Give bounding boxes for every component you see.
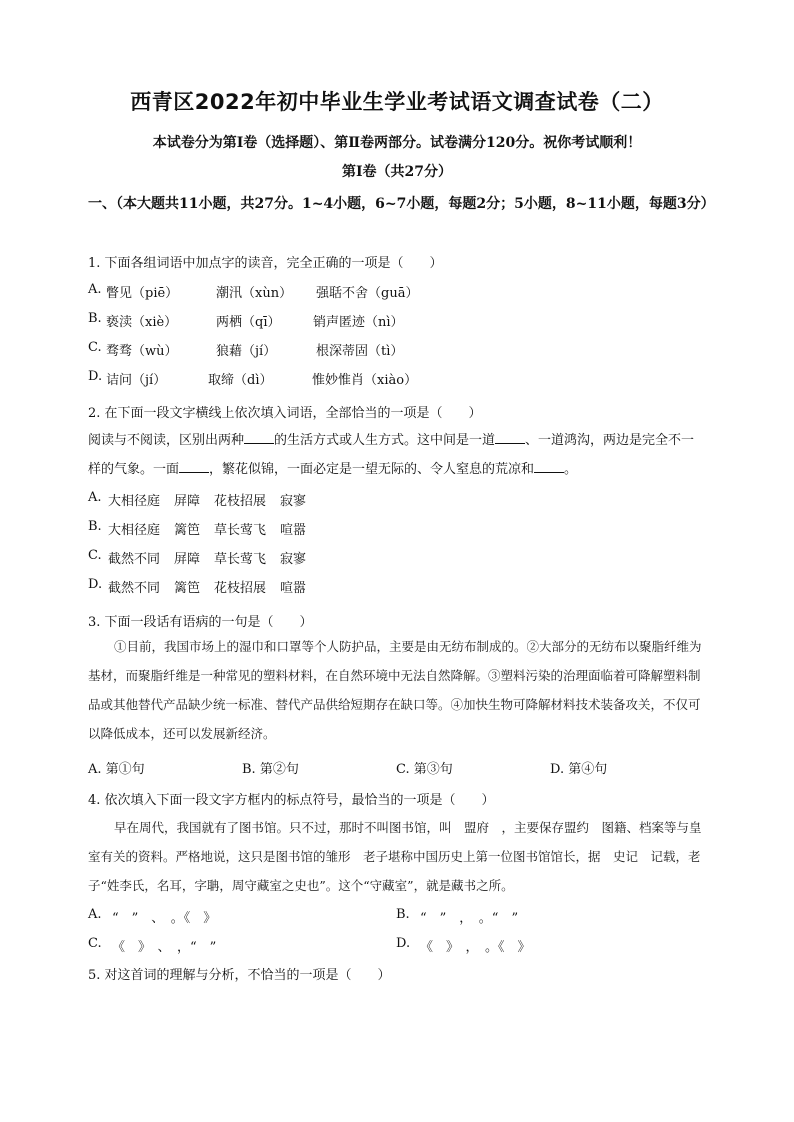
q1-option-item: 瞥见（piē） — [106, 286, 179, 301]
q3-stem: 3. 下面一段话有语病的一句是（ ） — [88, 615, 313, 630]
q2-option-item: 屏障 — [174, 552, 201, 567]
q2-option-item: 篱笆 — [174, 581, 201, 596]
q2-option-label: A. — [88, 490, 102, 505]
q2-option-item: 喧嚣 — [280, 581, 307, 596]
exam-instructions: 本试卷分为第Ⅰ卷（选择题）、第Ⅱ卷两部分。试卷满分120分。祝你考试顺利！ — [152, 135, 642, 151]
q4-option-marks: 《 》 ， 。《 》 — [420, 940, 531, 955]
answer-blank — [244, 431, 274, 444]
part-heading: 第Ⅰ卷（共27分） — [341, 164, 453, 180]
q4-option-marks: “ ” ， 。“ ” — [420, 911, 519, 926]
q1-option-item: 骛骛（wù） — [106, 344, 178, 359]
q1-option-item: 狼藉（jí） — [216, 344, 277, 359]
q2-option-item: 截然不同 — [108, 581, 161, 596]
q2-option-label: B. — [88, 519, 102, 534]
q1-option-item: 根深蒂固（tì） — [316, 344, 404, 359]
q2-stem: 2. 在下面一段文字横线上依次填入词语，全部恰当的一项是（ ） — [88, 406, 482, 421]
q2-option-label: D. — [88, 577, 103, 592]
q2-option-item: 寂寥 — [280, 552, 307, 567]
q4-passage: 早在周代，我国就有了图书馆。只不过，那时不叫图书馆，叫 盟府 ，主要保存盟约 图籍、档案等与皇室有关的资料。严格地说，这只是图书馆的雏形 老子堪称中国历史上第一位图书馆馆长，据 史记 记载，老子“姓李氏，名耳，字聃，周守藏室之史也”。这个“守藏室”，就是藏书之所。 — [88, 820, 702, 893]
q1-option-item: 潮汛（xùn） — [216, 286, 293, 301]
q2-option-item: 篱笆 — [174, 523, 201, 538]
q1-option-label: A. — [88, 282, 102, 297]
q4-option-label: D. — [396, 936, 411, 951]
q1-option-item: 亵渎（xiè） — [106, 315, 178, 330]
q1-stem: 1. 下面各组词语中加点字的读音，完全正确的一项是（ ） — [88, 256, 443, 271]
q1-option-item: 诘问（jí） — [106, 373, 167, 388]
q1-option-item: 强聒不舍（guā） — [316, 286, 419, 301]
q1-option-label: B. — [88, 311, 102, 326]
q2-option-item: 喧嚣 — [280, 523, 307, 538]
q1-option-item: 取缔（dì） — [208, 373, 273, 388]
q2-option-item: 大相径庭 — [108, 523, 161, 538]
q4-stem: 4. 依次填入下面一段文字方框内的标点符号，最恰当的一项是（ ） — [88, 793, 495, 808]
q1-option-item: 两栖（qī） — [216, 315, 281, 330]
q2-option-item: 花枝招展 — [214, 581, 267, 596]
q2-option-item: 草长莺飞 — [214, 552, 267, 567]
q2-option-item: 截然不同 — [108, 552, 161, 567]
q2-option-item: 草长莺飞 — [214, 523, 267, 538]
q2-passage: 阅读与不阅读，区别出两种 的生活方式或人生方式。这中间是一道 、一道鸿沟，两边是完全不一 样的气象。一面 ，繁花似锦，一面必定是一望无际的、令人窒息的荒凉和 。 — [88, 433, 695, 477]
q1-option-label: C. — [88, 340, 102, 355]
q4-option-marks: “ ” 、 。《 》 — [112, 911, 217, 926]
q2-option-item: 寂寥 — [280, 494, 307, 509]
q5-stem: 5. 对这首词的理解与分析，不恰当的一项是（ ） — [88, 968, 391, 983]
q1-option-item: 销声匿迹（nì） — [313, 315, 404, 330]
q4-option-label: B. — [396, 907, 410, 922]
q2-option-item: 大相径庭 — [108, 494, 161, 509]
q3-option: B. 第②句 — [242, 762, 299, 777]
answer-blank — [179, 460, 209, 473]
answer-blank — [495, 431, 525, 444]
q1-option-label: D. — [88, 369, 103, 384]
q1-option-item: 惟妙惟肖（xiào） — [312, 373, 418, 388]
q2-option-item: 屏障 — [174, 494, 201, 509]
q4-option-label: A. — [88, 907, 102, 922]
q4-option-marks: 《 》 、 ，“ ” — [112, 940, 217, 955]
q2-option-label: C. — [88, 548, 102, 563]
q3-passage: ①目前，我国市场上的湿巾和口罩等个人防护品，主要是由无纺布制成的。②大部分的无纺布以聚脂纤维为基材，而聚脂纤维是一种常见的塑料材料，在自然环境中无法自然降解。③塑料污染的治理面临着可降解塑料制品或其他替代产品缺少统一标准、替代产品供给短期存在缺口等。④加快生物可降解材料技术装备攻关，不仅可以降低成本，还可以发展新经济。 — [88, 639, 702, 741]
section-heading: 一、（本大题共11小题，共27分。1~4小题，6~7小题，每题2分；5小题，8~11小题，每题3分） — [88, 196, 715, 212]
q3-option: C. 第③句 — [396, 762, 453, 777]
q4-option-label: C. — [88, 936, 102, 951]
exam-title: 西青区2022年初中毕业生学业考试语文调查试卷（二） — [130, 90, 664, 114]
q2-option-item: 花枝招展 — [214, 494, 267, 509]
q3-option: A. 第①句 — [88, 762, 145, 777]
answer-blank — [534, 460, 564, 473]
q3-option: D. 第④句 — [550, 762, 608, 777]
